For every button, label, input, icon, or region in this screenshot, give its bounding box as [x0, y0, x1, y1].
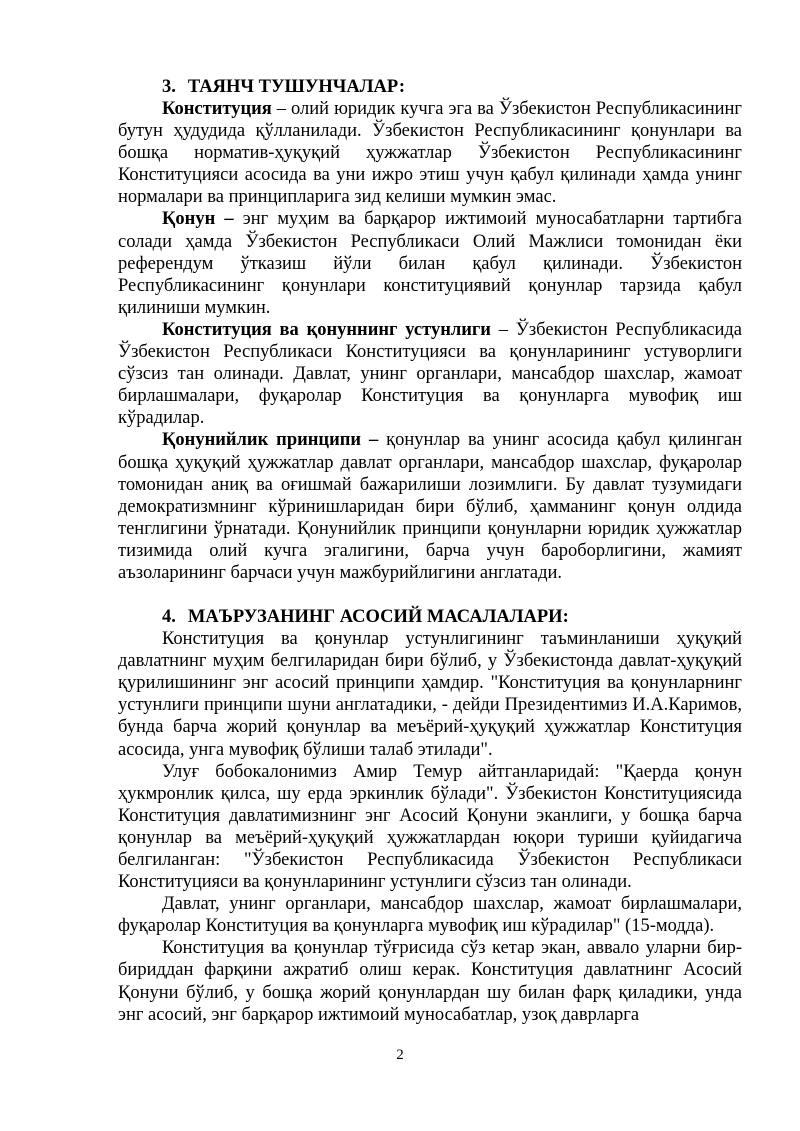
body-paragraph: Улуғ бобокалонимиз Амир Темур айтганларидай: "Қаерда қонун ҳукмронлик қилса, шу ерда эркинлик бўлади". Ўзбекистон Конституциясида Конституция давлатимизнинг энг Асосий Қонуни эканлиги, у бошқа барча қонунлар ва меъёрий-ҳуқуқий ҳужжатлардан юқори туриши қуйидагича белгиланган: "Ўзбекистон Республикасида Ўзбекистон Республикаси Конституцияси ва қонунларининг устунлиги сўзсиз тан олинади.: [118, 761, 742, 893]
definition-text: қонунлар ва унинг асосида қабул қилинган бошқа ҳуқуқий ҳужжатлар давлат органлари, мансабдор шахслар, фуқаролар томонидан аниқ ва оғишмай бажарилиши лозимлиги. Бу давлат тузумидаги демократизмнинг кўринишларидан бири бўлиб, ҳамманинг қонун олдида тенглигини ўрнатади. Қонунийлик принципи қонунларни юридик ҳужжатлар тизимида олий кучга эгалигини, барча учун бароборлигини, жамият аъзоларининг барчаси учун мажбурийлигини англатади.: [118, 430, 743, 583]
definition-term: Қонунийлик принципи –: [162, 430, 379, 451]
definition-text: олий юридик кучга эга ва Ўзбекистон Республикасининг бутун ҳудудида қўлланилади. Ўзбекистон Республикасининг қонунлари ва бошқа норматив-ҳуқуқий ҳужжатлар Ўзбекистон Республикасининг Конституцияси асосида ва уни ижро этиш учун қабул қилинади ҳамда унинг нормалари ва принципларига зид келиши мумкин эмас.: [118, 99, 743, 208]
definition-term: Конституция ва қонуннинг устунлиги: [162, 319, 491, 340]
definition-text: Ўзбекистон Республикасида Ўзбекистон Республикаси Конституцияси ва қонунларининг устуворлиги сўзсиз тан олинади. Давлат, унинг органлари, мансабдор шахслар, жамоат бирлашмалари, фуқаролар Конституция ва қонунларга мувофиқ иш кўрадилар.: [118, 319, 743, 429]
page-number: 2: [396, 1047, 404, 1063]
section-4-title: МАЪРУЗАНИНГ АСОСИЙ МАСАЛАЛАРИ:: [187, 607, 569, 628]
definition-paragraph: Конституция – олий юридик кучга эга ва Ўзбекистон Республикасининг бутун ҳудудида қўлланилади. Ўзбекистон Республикасининг қонунлари ва бошқа норматив-ҳуқуқий ҳужжатлар Ўзбекистон Республикасининг Конституцияси асосида ва уни ижро этиш учун қабул қилинади ҳамда унинг нормалари ва принципларига зид келиши мумкин эмас.: [118, 99, 743, 208]
definition-term: Конституция: [162, 99, 272, 119]
definition-text: энг муҳим ва барқарор ижтимоий муносабатларни тартибга солади ҳамда Ўзбекистон Республикаси Олий Мажлиси томонидан ёки референдум ўтказиш йўли билан қабул қилинади. Ўзбекистон Республикасининг қонунлари конституциявий қонунлар тарзида қабул қилиниши мумкин.: [118, 209, 742, 318]
section-spacer: [118, 584, 742, 606]
section-4-number: 4.: [162, 607, 176, 628]
section-3-number: 3.: [162, 77, 176, 97]
definition-paragraph: Конституция ва қонуннинг устунлиги – Ўзбекистон Республикасида Ўзбекистон Республикаси Конституцияси ва қонунларининг устуворлиги сўзсиз тан олинади. Давлат, унинг органлари, мансабдор шахслар, жамоат бирлашмалари, фуқаролар Конституция ва қонунларга мувофиқ иш кўрадилар.: [118, 319, 743, 429]
definition-term: Қонун –: [162, 209, 234, 230]
body-paragraph: Давлат, унинг органлари, мансабдор шахслар, жамоат бирлашмалари, фуқаролар Конституция ва қонунларга мувофиқ иш кўрадилар" (15-модда).: [118, 894, 742, 937]
section-3-heading: [118, 76, 742, 98]
body-paragraph: Конституция ва қонунлар устунлигининг таъминланиши ҳуқуқий давлатнинг муҳим белгиларидан бири бўлиб, у Ўзбекистонда давлат-ҳуқуқий қурилишининг энг асосий принципи ҳамдир. "Конституция ва қонунларнинг устунлиги принципи шуни англатадики, - дейди Президентимиз И.А.Каримов, бунда барча жорий қонунлар ва меъёрий-ҳуқуқий ҳужжатлар Конституция асосида, унга мувофиқ бўлиши талаб этилади".: [118, 629, 742, 760]
definition-paragraph: [118, 208, 742, 318]
body-paragraph: Конституция ва қонунлар тўғрисида сўз кетар экан, аввало уларни бир-бириддан фарқини ажратиб олиш керак. Конституция давлатнинг Асосий Қонуни бўлиб, у бошқа жорий қонунлардан шу билан фарқ қиладики, унда энг асосий, энг барқарор ижтимоий муносабатлар, узоқ даврларга: [118, 938, 742, 1025]
definition-paragraph: [118, 429, 742, 584]
section-3-title: ТАЯНЧ ТУШУНЧАЛАР:: [187, 77, 406, 97]
document-page: [118, 76, 742, 1026]
section-4-heading: [118, 606, 742, 628]
